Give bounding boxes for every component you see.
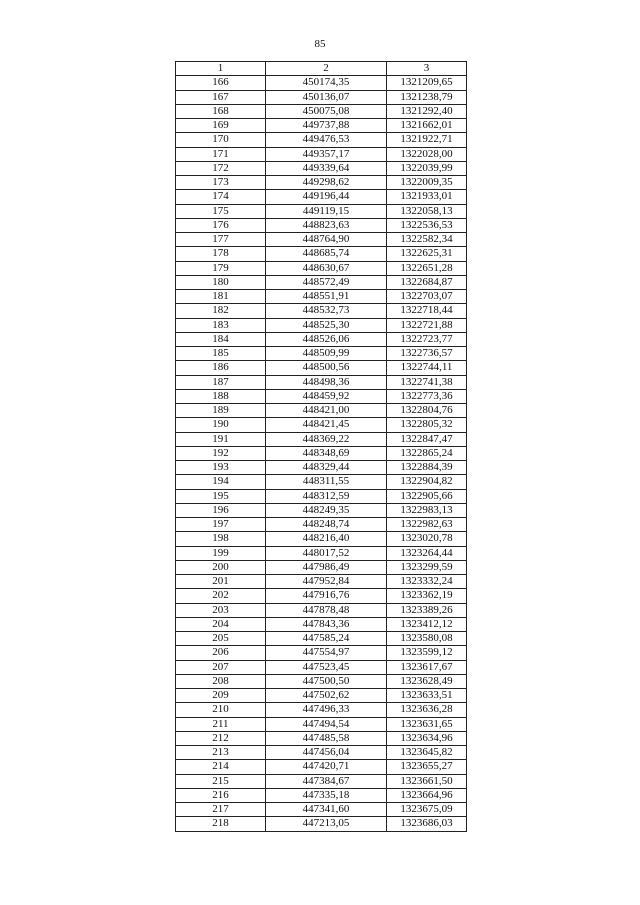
point-number-cell: 185 xyxy=(176,347,266,361)
point-number-cell: 198 xyxy=(176,532,266,546)
x-coordinate-cell: 449196,44 xyxy=(266,190,387,204)
point-number-cell: 194 xyxy=(176,475,266,489)
table-row xyxy=(176,774,467,788)
x-coordinate-cell: 448017,52 xyxy=(266,546,387,560)
table-row xyxy=(176,689,467,703)
table-row xyxy=(176,247,467,261)
table-row xyxy=(176,788,467,802)
y-coordinate-cell: 1322028,00 xyxy=(387,147,467,161)
point-number-cell: 171 xyxy=(176,147,266,161)
table-row xyxy=(176,190,467,204)
point-number-cell: 213 xyxy=(176,746,266,760)
x-coordinate-cell: 448459,92 xyxy=(266,389,387,403)
x-coordinate-cell: 450075,08 xyxy=(266,104,387,118)
point-number-cell: 204 xyxy=(176,617,266,631)
table-row xyxy=(176,674,467,688)
point-number-cell: 183 xyxy=(176,318,266,332)
point-number-cell: 195 xyxy=(176,489,266,503)
table-row xyxy=(176,76,467,90)
x-coordinate-cell: 447585,24 xyxy=(266,632,387,646)
point-number-cell: 167 xyxy=(176,90,266,104)
point-number-cell: 176 xyxy=(176,218,266,232)
y-coordinate-cell: 1322736,57 xyxy=(387,347,467,361)
y-coordinate-cell: 1323332,24 xyxy=(387,575,467,589)
point-number-cell: 189 xyxy=(176,404,266,418)
y-coordinate-cell: 1322651,28 xyxy=(387,261,467,275)
x-coordinate-cell: 448216,40 xyxy=(266,532,387,546)
table-row xyxy=(176,617,467,631)
point-number-cell: 182 xyxy=(176,304,266,318)
table-row xyxy=(176,760,467,774)
table-row xyxy=(176,133,467,147)
point-number-cell: 207 xyxy=(176,660,266,674)
y-coordinate-cell: 1322773,36 xyxy=(387,389,467,403)
y-coordinate-cell: 1323664,96 xyxy=(387,788,467,802)
table-row xyxy=(176,361,467,375)
x-coordinate-cell: 449119,15 xyxy=(266,204,387,218)
x-coordinate-cell: 447523,45 xyxy=(266,660,387,674)
y-coordinate-cell: 1323389,26 xyxy=(387,603,467,617)
y-coordinate-cell: 1322703,07 xyxy=(387,290,467,304)
point-number-cell: 200 xyxy=(176,560,266,574)
table-row xyxy=(176,290,467,304)
point-number-cell: 191 xyxy=(176,432,266,446)
x-coordinate-cell: 448551,91 xyxy=(266,290,387,304)
table-row xyxy=(176,147,467,161)
point-number-cell: 178 xyxy=(176,247,266,261)
table-header xyxy=(176,62,467,76)
y-coordinate-cell: 1322805,32 xyxy=(387,418,467,432)
point-number-cell: 177 xyxy=(176,233,266,247)
x-coordinate-cell: 447335,18 xyxy=(266,788,387,802)
table-row xyxy=(176,176,467,190)
x-coordinate-cell: 448500,56 xyxy=(266,361,387,375)
point-number-cell: 192 xyxy=(176,446,266,460)
table-row xyxy=(176,90,467,104)
y-coordinate-cell: 1322009,35 xyxy=(387,176,467,190)
table-row xyxy=(176,546,467,560)
table-row xyxy=(176,475,467,489)
y-coordinate-cell: 1323633,51 xyxy=(387,689,467,703)
table-row xyxy=(176,518,467,532)
y-coordinate-cell: 1323599,12 xyxy=(387,646,467,660)
y-coordinate-cell: 1323631,65 xyxy=(387,717,467,731)
point-number-cell: 217 xyxy=(176,803,266,817)
y-coordinate-cell: 1322847,47 xyxy=(387,432,467,446)
point-number-cell: 172 xyxy=(176,161,266,175)
x-coordinate-cell: 448312,59 xyxy=(266,489,387,503)
table-body xyxy=(176,76,467,831)
y-coordinate-cell: 1323412,12 xyxy=(387,617,467,631)
table-row xyxy=(176,204,467,218)
table-row xyxy=(176,503,467,517)
y-coordinate-cell: 1323675,09 xyxy=(387,803,467,817)
table-row xyxy=(176,404,467,418)
table-row xyxy=(176,318,467,332)
point-number-cell: 193 xyxy=(176,461,266,475)
table-row xyxy=(176,389,467,403)
table-row xyxy=(176,632,467,646)
point-number-cell: 166 xyxy=(176,76,266,90)
table-row xyxy=(176,261,467,275)
x-coordinate-cell: 447878,48 xyxy=(266,603,387,617)
x-coordinate-cell: 448369,22 xyxy=(266,432,387,446)
y-coordinate-cell: 1322904,82 xyxy=(387,475,467,489)
point-number-cell: 168 xyxy=(176,104,266,118)
point-number-cell: 196 xyxy=(176,503,266,517)
x-coordinate-cell: 448249,35 xyxy=(266,503,387,517)
x-coordinate-cell: 447213,05 xyxy=(266,817,387,831)
point-number-cell: 218 xyxy=(176,817,266,831)
y-coordinate-cell: 1322039,99 xyxy=(387,161,467,175)
y-coordinate-cell: 1323661,50 xyxy=(387,774,467,788)
column-header-1: 1 xyxy=(176,62,266,76)
y-coordinate-cell: 1322058,13 xyxy=(387,204,467,218)
y-coordinate-cell: 1322741,38 xyxy=(387,375,467,389)
table-row xyxy=(176,461,467,475)
y-coordinate-cell: 1323686,03 xyxy=(387,817,467,831)
table-row xyxy=(176,731,467,745)
point-number-cell: 201 xyxy=(176,575,266,589)
point-number-cell: 216 xyxy=(176,788,266,802)
table-row xyxy=(176,646,467,660)
header-row xyxy=(176,62,467,76)
x-coordinate-cell: 447384,67 xyxy=(266,774,387,788)
table-row xyxy=(176,418,467,432)
point-number-cell: 197 xyxy=(176,518,266,532)
table-row xyxy=(176,119,467,133)
point-number-cell: 205 xyxy=(176,632,266,646)
x-coordinate-cell: 448248,74 xyxy=(266,518,387,532)
table-row xyxy=(176,817,467,831)
point-number-cell: 173 xyxy=(176,176,266,190)
x-coordinate-cell: 447843,36 xyxy=(266,617,387,631)
table-row xyxy=(176,347,467,361)
x-coordinate-cell: 449476,53 xyxy=(266,133,387,147)
y-coordinate-cell: 1322884,39 xyxy=(387,461,467,475)
y-coordinate-cell: 1322684,87 xyxy=(387,275,467,289)
table-row xyxy=(176,332,467,346)
y-coordinate-cell: 1323645,82 xyxy=(387,746,467,760)
point-number-cell: 199 xyxy=(176,546,266,560)
y-coordinate-cell: 1321922,71 xyxy=(387,133,467,147)
table-row xyxy=(176,375,467,389)
y-coordinate-cell: 1321933,01 xyxy=(387,190,467,204)
point-number-cell: 186 xyxy=(176,361,266,375)
y-coordinate-cell: 1322582,34 xyxy=(387,233,467,247)
table-row xyxy=(176,717,467,731)
table-row xyxy=(176,489,467,503)
point-number-cell: 202 xyxy=(176,589,266,603)
point-number-cell: 188 xyxy=(176,389,266,403)
x-coordinate-cell: 448509,99 xyxy=(266,347,387,361)
point-number-cell: 169 xyxy=(176,119,266,133)
y-coordinate-cell: 1322718,44 xyxy=(387,304,467,318)
x-coordinate-cell: 450136,07 xyxy=(266,90,387,104)
x-coordinate-cell: 448329,44 xyxy=(266,461,387,475)
x-coordinate-cell: 447554,97 xyxy=(266,646,387,660)
y-coordinate-cell: 1322905,66 xyxy=(387,489,467,503)
point-number-cell: 214 xyxy=(176,760,266,774)
y-coordinate-cell: 1322723,77 xyxy=(387,332,467,346)
y-coordinate-cell: 1322625,31 xyxy=(387,247,467,261)
x-coordinate-cell: 447494,54 xyxy=(266,717,387,731)
x-coordinate-cell: 448532,73 xyxy=(266,304,387,318)
point-number-cell: 190 xyxy=(176,418,266,432)
table-row xyxy=(176,304,467,318)
y-coordinate-cell: 1322744,11 xyxy=(387,361,467,375)
x-coordinate-cell: 449737,88 xyxy=(266,119,387,133)
x-coordinate-cell: 448685,74 xyxy=(266,247,387,261)
y-coordinate-cell: 1322721,88 xyxy=(387,318,467,332)
y-coordinate-cell: 1323617,67 xyxy=(387,660,467,674)
y-coordinate-cell: 1323636,28 xyxy=(387,703,467,717)
x-coordinate-cell: 447341,60 xyxy=(266,803,387,817)
point-number-cell: 187 xyxy=(176,375,266,389)
x-coordinate-cell: 448421,00 xyxy=(266,404,387,418)
point-number-cell: 179 xyxy=(176,261,266,275)
y-coordinate-cell: 1321662,01 xyxy=(387,119,467,133)
x-coordinate-cell: 447952,84 xyxy=(266,575,387,589)
point-number-cell: 206 xyxy=(176,646,266,660)
point-number-cell: 174 xyxy=(176,190,266,204)
point-number-cell: 181 xyxy=(176,290,266,304)
table-row xyxy=(176,803,467,817)
point-number-cell: 180 xyxy=(176,275,266,289)
coordinates-table xyxy=(175,61,467,832)
point-number-cell: 215 xyxy=(176,774,266,788)
table-row xyxy=(176,746,467,760)
x-coordinate-cell: 448525,30 xyxy=(266,318,387,332)
y-coordinate-cell: 1321238,79 xyxy=(387,90,467,104)
table-row xyxy=(176,275,467,289)
column-header-3: 3 xyxy=(387,62,467,76)
y-coordinate-cell: 1322982,63 xyxy=(387,518,467,532)
x-coordinate-cell: 449357,17 xyxy=(266,147,387,161)
table-row xyxy=(176,446,467,460)
x-coordinate-cell: 447916,76 xyxy=(266,589,387,603)
table-row xyxy=(176,660,467,674)
table-row xyxy=(176,104,467,118)
x-coordinate-cell: 448572,49 xyxy=(266,275,387,289)
x-coordinate-cell: 447500,50 xyxy=(266,674,387,688)
y-coordinate-cell: 1323020,78 xyxy=(387,532,467,546)
y-coordinate-cell: 1323628,49 xyxy=(387,674,467,688)
x-coordinate-cell: 447456,04 xyxy=(266,746,387,760)
point-number-cell: 212 xyxy=(176,731,266,745)
x-coordinate-cell: 448311,55 xyxy=(266,475,387,489)
table-row xyxy=(176,703,467,717)
x-coordinate-cell: 447485,58 xyxy=(266,731,387,745)
point-number-cell: 203 xyxy=(176,603,266,617)
y-coordinate-cell: 1323655,27 xyxy=(387,760,467,774)
point-number-cell: 210 xyxy=(176,703,266,717)
table-row xyxy=(176,532,467,546)
x-coordinate-cell: 448498,36 xyxy=(266,375,387,389)
x-coordinate-cell: 447496,33 xyxy=(266,703,387,717)
y-coordinate-cell: 1323580,08 xyxy=(387,632,467,646)
page-number: 85 xyxy=(314,38,326,50)
y-coordinate-cell: 1323299,59 xyxy=(387,560,467,574)
y-coordinate-cell: 1321209,65 xyxy=(387,76,467,90)
table-row xyxy=(176,589,467,603)
x-coordinate-cell: 447502,62 xyxy=(266,689,387,703)
x-coordinate-cell: 448823,63 xyxy=(266,218,387,232)
point-number-cell: 170 xyxy=(176,133,266,147)
table-row xyxy=(176,432,467,446)
table-row xyxy=(176,233,467,247)
x-coordinate-cell: 448526,06 xyxy=(266,332,387,346)
point-number-cell: 184 xyxy=(176,332,266,346)
y-coordinate-cell: 1321292,40 xyxy=(387,104,467,118)
table-row xyxy=(176,603,467,617)
y-coordinate-cell: 1323634,96 xyxy=(387,731,467,745)
x-coordinate-cell: 450174,35 xyxy=(266,76,387,90)
y-coordinate-cell: 1323264,44 xyxy=(387,546,467,560)
x-coordinate-cell: 448630,67 xyxy=(266,261,387,275)
column-header-2: 2 xyxy=(266,62,387,76)
y-coordinate-cell: 1322536,53 xyxy=(387,218,467,232)
x-coordinate-cell: 449298,62 xyxy=(266,176,387,190)
x-coordinate-cell: 448764,90 xyxy=(266,233,387,247)
x-coordinate-cell: 449339,64 xyxy=(266,161,387,175)
table-row xyxy=(176,161,467,175)
x-coordinate-cell: 448348,69 xyxy=(266,446,387,460)
y-coordinate-cell: 1322983,13 xyxy=(387,503,467,517)
y-coordinate-cell: 1322804,76 xyxy=(387,404,467,418)
x-coordinate-cell: 447986,49 xyxy=(266,560,387,574)
y-coordinate-cell: 1322865,24 xyxy=(387,446,467,460)
point-number-cell: 208 xyxy=(176,674,266,688)
point-number-cell: 211 xyxy=(176,717,266,731)
x-coordinate-cell: 448421,45 xyxy=(266,418,387,432)
table-row xyxy=(176,560,467,574)
table-row xyxy=(176,575,467,589)
y-coordinate-cell: 1323362,19 xyxy=(387,589,467,603)
table-row xyxy=(176,218,467,232)
point-number-cell: 209 xyxy=(176,689,266,703)
x-coordinate-cell: 447420,71 xyxy=(266,760,387,774)
point-number-cell: 175 xyxy=(176,204,266,218)
